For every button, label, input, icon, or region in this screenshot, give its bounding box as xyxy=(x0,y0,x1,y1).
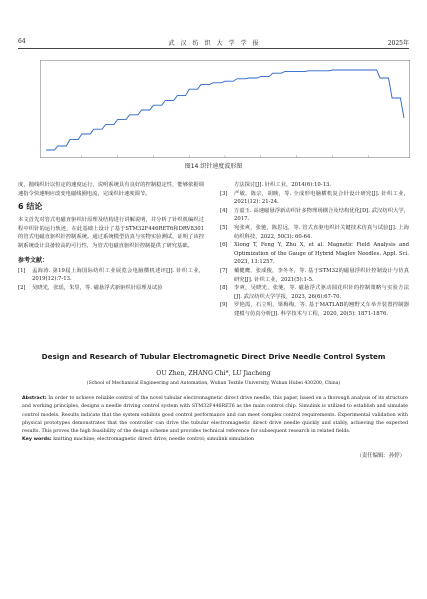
reference-item: [9] 罗艳霞，石立明，梁梅梅，等. 基于MATLAB的翘野又车举升装置控制器建模与仿真分析[J]. 科学技术与工程，2020, 20(5): 1871-1876. xyxy=(220,302,409,317)
paragraph-results: 度，抛线织针以恒定的速度运行，说明系统具有良好的控制稳定性，能够依据调速指令快速响应改变电磁线圈电流，完成织针速度调节。 xyxy=(18,182,204,197)
english-authors: OU Zhen, ZHANG Chi*, LU Jiacheng xyxy=(156,370,271,377)
journal-name: 武 汉 纺 织 大 学 学 报 xyxy=(168,40,259,47)
reference-item: [8] 李爽，吴晓光，张驰，等. 磁悬浮式驱动圆花织针的控制策略与实验方法[J]. 武汉纺织大学学报，2023, 26(6):67-70. xyxy=(220,285,409,300)
english-title: Design and Research of Tubular Electromagnetic Direct Drive Needle Control System xyxy=(41,352,386,361)
plot-frame xyxy=(40,60,409,157)
abstract-text: In order to achieve reliable control of the novel tubular electromagnetic direct drive needle, this paper, based on a thorough analysis of its structure and working principles, designs a needle driving control system with STM32F446RET6 as the main control chip. Simulink is utilized to establish and simulate control models. Results indicate that the system exhibits good control performance and can meet complex control requirements. Experimental validation with physical prototypes demonstrates that the controller can drive the tubular electromagnetic direct drive needle quickly and stably, achieving the expected results. This proves the high feasibility of the design scheme and provides technical reference for subsequent research in related fields. xyxy=(22,396,408,435)
keywords-text: knitting machine; electromagnetic direct drive; needle control; simulink simulation xyxy=(51,437,255,443)
right-column xyxy=(220,181,409,319)
reference-item: [6] Xiong T, Feng Y, Zhu X, et al. Magnetic Field Analysis and Optimization of the Gauge of Hybrid Maglev Needles. Appl. Sci. 2023, 13:1257. xyxy=(220,242,409,266)
reference-item: [3] 严敏，陈宗，胡映，等. 全成形电脑横机复合针设计研究[J]. 针织工业，2021(12): 21-24. xyxy=(220,190,409,206)
reference-item: [5] 宛张爽，张驰，陈思远，等. 管式直驱电织针关键技术仿真与试验[J]. 上海纺织科技，2022, 50(3): 60-64. xyxy=(220,224,409,240)
chart-ticks xyxy=(82,155,368,158)
page-number: 64 xyxy=(18,38,26,45)
keywords-label: Key words: xyxy=(22,437,52,443)
abstract-label: Abstract: xyxy=(22,396,47,401)
reference-item: [1] 孟海涛. 第19届上海国际纺织工业展览会电脑横机述评[J]. 针织工业，2019(12):7-13. xyxy=(18,267,204,283)
reference-item: 方法探讨[J]. 针织工业，2014(6):10-13. xyxy=(234,182,332,188)
reference-item: [4] 万嘉玉. 高速磁悬浮新动织针多物理场耦合及结构优化[D]. 武汉纺织大学，2017. xyxy=(220,207,409,223)
velocity-waveform-chart xyxy=(40,60,410,158)
english-abstract xyxy=(22,395,408,445)
series-line-velocity xyxy=(46,70,404,150)
reference-item: [2] 吴晓光，张瑶，朱里，等. 磁悬浮式新驱织针原理及试验 xyxy=(18,284,163,291)
figure-caption: 图14 织针速度波形图 xyxy=(184,163,243,170)
header-year: 2025年 xyxy=(387,40,409,47)
header-rule xyxy=(18,48,409,49)
editor-note: （责任编辑：孙婷） xyxy=(356,453,405,459)
paragraph-conclusion: 本文首先对管式电磁直驱织针原理及结构进行讲解说明，并分析了针织机编织过程中织针的运行轨迹，在此基础上设计了基于STM32F446RET6和DRV8301的管式电磁直驱织针控制系统。通过系统模型仿真与实物实验测试，证明了该控制系统设计具备较高的可行性，为管式电磁直驱织针控制提供了研究基础。 xyxy=(18,217,204,249)
left-column xyxy=(18,181,204,292)
references-heading: 参考文献： xyxy=(18,256,49,264)
english-affiliation: (School of Mechanical Engineering and Automation, Wuhan Textile University, Wuhan Hubei 430200, China) xyxy=(86,381,341,386)
section-heading-conclusion: 6 结论 xyxy=(18,202,43,212)
reference-item: [7] 戴健鹰，张成俊，李冬冬，等. 基于STM32的磁悬浮织针控制设计与仿真研究[J]. 针织工业，2021(5):1-5. xyxy=(220,267,409,283)
